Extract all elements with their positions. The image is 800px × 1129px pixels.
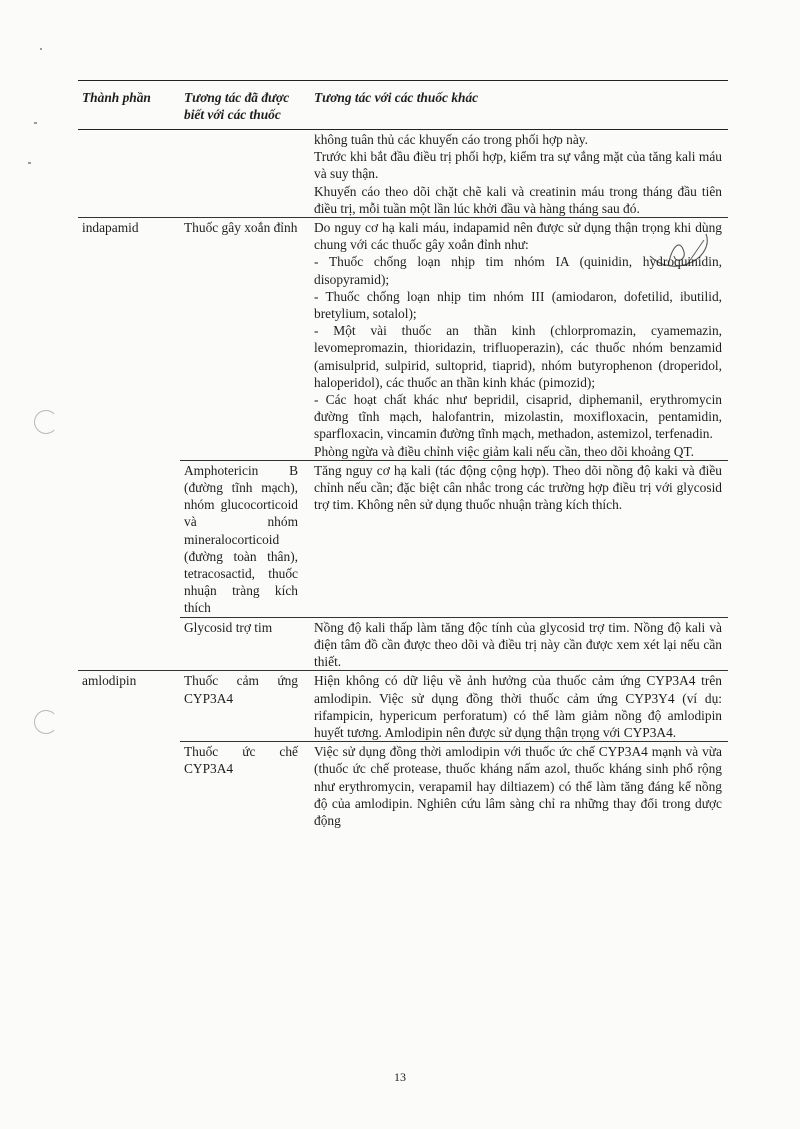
component-amlodipin: amlodipin — [78, 671, 180, 742]
scan-speck — [40, 48, 42, 50]
header-known-interactions: Tương tác đã được biết với các thuốc — [184, 90, 290, 122]
table-row-amlodipin-inducers — [78, 671, 728, 742]
continuation-cell — [310, 130, 728, 218]
page-number: 13 — [394, 1070, 406, 1084]
known-interaction-drug: Thuốc gây xoắn đỉnh — [180, 218, 310, 461]
drug-interaction-table — [78, 80, 728, 829]
continuation-paragraph: không tuân thủ các khuyến cáo trong phối hợp này. — [314, 132, 588, 147]
table-row-indapamid-torsades — [78, 218, 728, 461]
interaction-description: Hiện không có dữ liệu về ảnh hưởng của thuốc cảm ứng CYP3A4 trên amlodipin. Việc sử dụng đồng thời thuốc cảm ứng CYP3Y4 (ví dụ: rifampicin, hypericum perforatum) có thể làm giảm nồng độ amlodipin huyết tương. Amlodipin nên được sử dụng thận trọng với CYP3A4. — [310, 671, 728, 742]
interaction-description: Việc sử dụng đồng thời amlodipin với thuốc ức chế CYP3A4 mạnh và vừa (thuốc ức chế protease, thuốc kháng nấm azol, thuốc kháng sinh phổ rộng như erythromycin, verapamil hay diltiazem) có thể làm tăng đáng kể nồng độ của amlodipin. Nghiên cứu lâm sàng chỉ ra những thay đổi trong dược động — [310, 742, 728, 830]
interaction-description: Tăng nguy cơ hạ kali (tác động cộng hợp). Theo dõi nồng độ kaki và điều chỉnh nếu cần; đặc biệt cân nhắc trong các trường hợp điều trị với glycosid trợ tim. Không nên sử dụng thuốc nhuận tràng kích thích. — [310, 460, 728, 617]
table-row-indapamid-glycosid — [78, 617, 728, 671]
continuation-paragraph: Khuyến cáo theo dõi chặt chẽ kali và creatinin máu trong tháng đầu tiên điều trị, mỗi tuần một lần lúc khởi đầu và hàng tháng sau đó. — [314, 183, 722, 216]
table-header-row — [78, 81, 728, 130]
known-interaction-drug: Thuốc ức chế CYP3A4 — [180, 742, 310, 830]
known-interaction-drug: Amphotericin B (đường tĩnh mạch), nhóm glucocorticoid và nhóm mineralocorticoid (đường toàn thân), tetracosactid, thuốc nhuận tràng kích thích — [180, 460, 310, 617]
scan-speck — [28, 162, 31, 164]
table-row-continuation — [78, 130, 728, 218]
interaction-description: Do nguy cơ hạ kali máu, indapamid nên được sử dụng thận trọng khi dùng chung với các thuốc gây xoắn đỉnh như: - Thuốc chống loạn nhịp tim nhóm IA (quinidin, hydroquinidin, disopyramid); - Thuốc chống loạn nhịp tim nhóm III (amiodaron, dofetilid, ibutilid, bretylium, sotalol); - Một vài thuốc an thần kinh (chlorpromazin, cyamemazin, levomepromazin, thioridazin, trifluoperazin), các thuốc nhóm benzamid (amisulprid, sulpirid, sultoprid, tiaprid), nhóm butyrophenon (droperidol, haloperidol), các thuốc an thần kinh khác (pimozid); - Các hoạt chất khác như bepridil, cisaprid, diphemanil, erythromycin đường tĩnh mạch, halofantrin, mizolastin, moxifloxacin, pentamidin, sparfloxacin, vincamin đường tĩnh mạch, methadon, astemizol, terfenadin. Phòng ngừa và điều chỉnh việc giảm kali nếu cần, theo dõi khoảng QT. — [310, 218, 728, 461]
header-other-interactions: Tương tác với các thuốc khác — [314, 90, 479, 105]
header-component: Thành phần — [82, 90, 151, 105]
scan-speck — [34, 122, 37, 124]
component-indapamid: indapamid — [78, 218, 180, 461]
punch-hole-lower — [34, 710, 58, 734]
table-row-indapamid-amphotericin — [78, 460, 728, 617]
continuation-paragraph: Trước khi bắt đầu điều trị phối hợp, kiểm tra sự vắng mặt của tăng kali máu và suy thận. — [314, 149, 722, 182]
interaction-description: Nồng độ kali thấp làm tăng độc tính của glycosid trợ tim. Nồng độ kali và điện tâm đồ cần được theo dõi và điều trị này cần được xem xét lại nếu cần thiết. — [310, 617, 728, 671]
known-interaction-drug: Thuốc cảm ứng CYP3A4 — [180, 671, 310, 742]
punch-hole-upper — [34, 410, 58, 434]
known-interaction-drug: Glycosid trợ tim — [180, 617, 310, 671]
table-row-amlodipin-inhibitors — [78, 742, 728, 830]
